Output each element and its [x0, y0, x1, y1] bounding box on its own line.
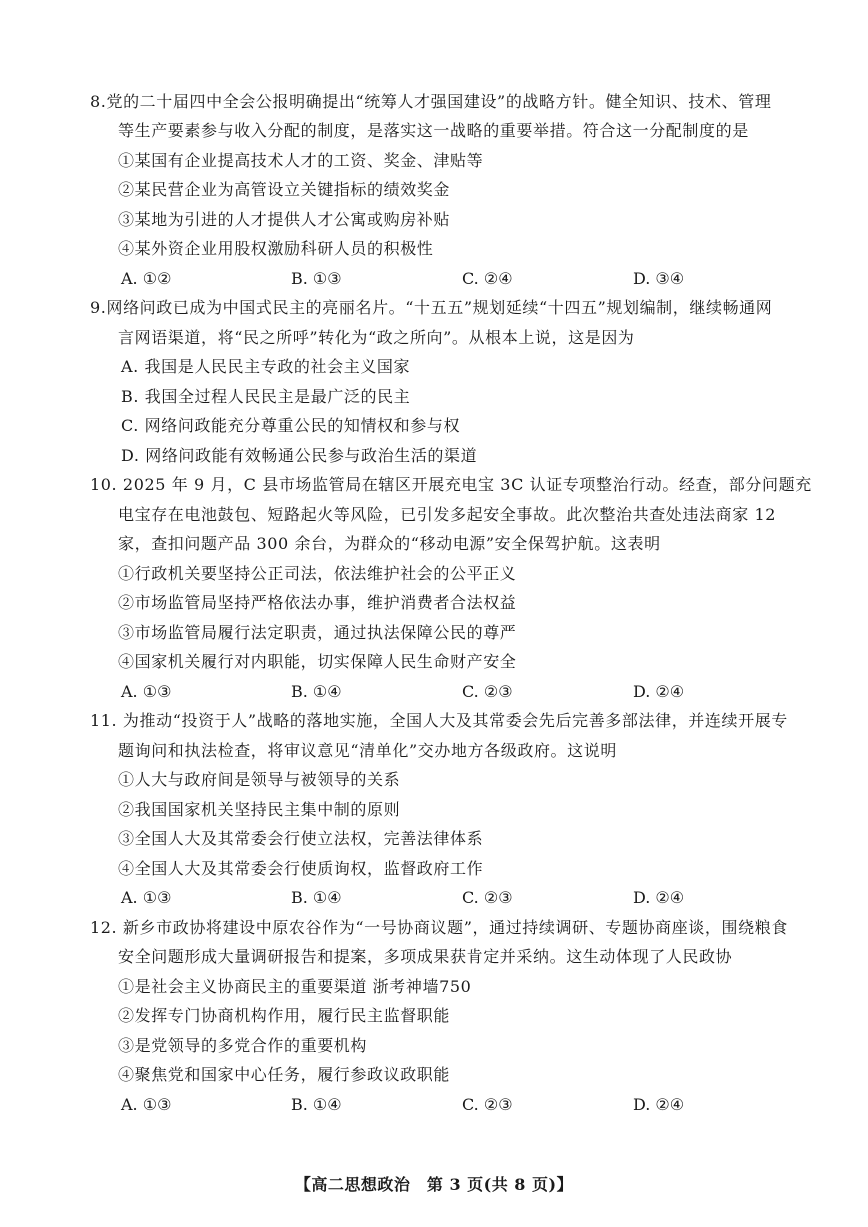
question-11-option-b: B. ①④: [291, 888, 342, 907]
question-11-item-3: ③全国人大及其常委会行使立法权，完善法律体系: [118, 829, 484, 848]
question-9-stem-line-2: 言网语渠道，将“民之所呼”转化为“政之所向”。从根本上说，这是因为: [118, 328, 635, 347]
question-8-option-a: A. ①②: [121, 269, 172, 288]
question-11-option-d: D. ②④: [633, 888, 685, 907]
question-9-option-b: B. 我国全过程人民民主是最广泛的民主: [121, 387, 411, 406]
question-8-option-d: D. ③④: [633, 269, 685, 288]
question-10-stem-line-2: 电宝存在电池鼓包、短路起火等风险，已引发多起安全事故。此次整治共查处违法商家 12: [118, 505, 777, 524]
question-12-item-2: ②发挥专门协商机构作用，履行民主监督职能: [118, 1006, 451, 1025]
question-10-option-a: A. ①③: [121, 682, 172, 701]
question-8-item-4: ④某外资企业用股权激励科研人员的积极性: [118, 239, 434, 258]
question-10-item-1: ①行政机关要坚持公正司法，依法维护社会的公平正义: [118, 564, 517, 583]
question-8-stem-line-1: 8.党的二十届四中全会公报明确提出“统筹人才强国建设”的战略方针。健全知识、技术、管理: [90, 92, 772, 111]
question-10-option-d: D. ②④: [633, 682, 685, 701]
question-8-item-3: ③某地为引进的人才提供人才公寓或购房补贴: [118, 210, 451, 229]
question-12-option-b: B. ①④: [291, 1095, 342, 1114]
question-8-item-1: ①某国有企业提高技术人才的工资、奖金、津贴等: [118, 151, 484, 170]
question-12-option-a: A. ①③: [121, 1095, 172, 1114]
question-9-option-a: A. 我国是人民民主专政的社会主义国家: [121, 357, 411, 376]
question-10-stem-line-1: 10. 2025 年 9 月，C 县市场监管局在辖区开展充电宝 3C 认证专项整治行动。经查，部分问题充: [90, 475, 812, 494]
question-12-item-4: ④聚焦党和国家中心任务，履行参政议政职能: [118, 1065, 451, 1084]
question-9-option-d: D. 网络问政能有效畅通公民参与政治生活的渠道: [121, 446, 478, 465]
question-8-option-c: C. ②④: [462, 269, 513, 288]
question-11-item-4: ④全国人大及其常委会行使质询权，监督政府工作: [118, 859, 484, 878]
question-8-option-b: B. ①③: [291, 269, 342, 288]
question-8-item-2: ②某民营企业为高管设立关键指标的绩效奖金: [118, 180, 451, 199]
question-12-option-c: C. ②③: [462, 1095, 513, 1114]
page-footer: 【高二思想政治 第 3 页(共 8 页)】: [294, 1175, 574, 1194]
question-10-option-b: B. ①④: [291, 682, 342, 701]
question-12-item-1: ①是社会主义协商民主的重要渠道 浙考神墙750: [118, 977, 472, 996]
question-10-option-c: C. ②③: [462, 682, 513, 701]
question-12-stem-line-1: 12. 新乡市政协将建设中原农谷作为“一号协商议题”，通过持续调研、专题协商座谈，围绕粮食: [90, 918, 788, 937]
question-10-item-2: ②市场监管局坚持严格依法办事，维护消费者合法权益: [118, 593, 517, 612]
question-10-item-3: ③市场监管局履行法定职责，通过执法保障公民的尊严: [118, 623, 517, 642]
question-9-option-c: C. 网络问政能充分尊重公民的知情权和参与权: [121, 416, 461, 435]
question-12-stem-line-2: 安全问题形成大量调研报告和提案，多项成果获肯定并采纳。这生动体现了人民政协: [118, 947, 733, 966]
question-10-stem-line-3: 家，查扣问题产品 300 余台，为群众的“移动电源”安全保驾护航。这表明: [118, 534, 661, 553]
question-8-stem-line-2: 等生产要素参与收入分配的制度，是落实这一战略的重要举措。符合这一分配制度的是: [118, 121, 749, 140]
question-11-stem-line-2: 题询问和执法检查，将审议意见“清单化”交办地方各级政府。这说明: [118, 741, 617, 760]
question-12-item-3: ③是党领导的多党合作的重要机构: [118, 1036, 368, 1055]
question-12-option-d: D. ②④: [633, 1095, 685, 1114]
question-9-stem-line-1: 9.网络问政已成为中国式民主的亮丽名片。“十五五”规划延续“十四五”规划编制，继续畅通网: [90, 298, 773, 317]
question-11-item-1: ①人大与政府间是领导与被领导的关系: [118, 770, 401, 789]
question-11-option-c: C. ②③: [462, 888, 513, 907]
question-11-option-a: A. ①③: [121, 888, 172, 907]
question-11-item-2: ②我国国家机关坚持民主集中制的原则: [118, 800, 401, 819]
question-11-stem-line-1: 11. 为推动“投资于人”战略的落地实施，全国人大及其常委会先后完善多部法律，并连续开展专: [90, 711, 788, 730]
question-10-item-4: ④国家机关履行对内职能，切实保障人民生命财产安全: [118, 652, 517, 671]
